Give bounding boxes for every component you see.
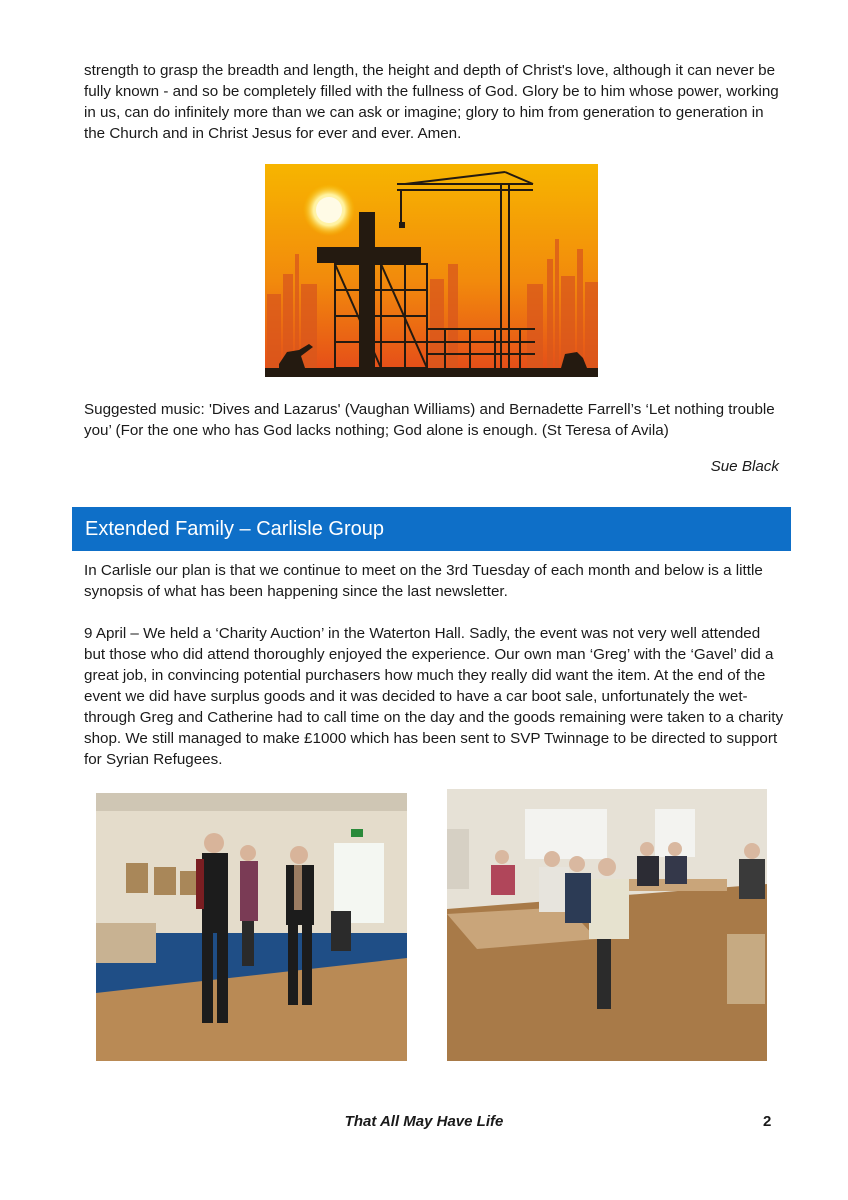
suggested-music: Suggested music: 'Dives and Lazarus' (Vaughan Williams) and Bernadette Farrell’s ‘Let nothing trouble you’ (For the one who has God lacks nothing; God alone is enough. (St Teresa of Avila) xyxy=(84,401,775,439)
intro-paragraph: In Carlisle our plan is that we continue to meet on the 3rd Tuesday of each month and below is a little synopsis of what has been happening since the last newsletter. xyxy=(84,562,763,600)
page-number: 2 xyxy=(763,1113,772,1130)
prayer-paragraph: strength to grasp the breadth and length, the height and depth of Christ's love, although it can never be fully known - and so be completely filled with the fullness of God. Glory be to him whose power, working in us, can do infinitely more than we can ask or imagine; glory to him from generation to generation in the Church and in Christ Jesus for ever and ever. Amen. xyxy=(84,62,779,142)
section-heading: Extended Family – Carlisle Group xyxy=(85,518,385,540)
section-heading-banner xyxy=(72,507,791,551)
cross-construction-illustration xyxy=(265,164,598,377)
seated-audience-photo xyxy=(447,789,767,1061)
footer-title: That All May Have Life xyxy=(344,1113,504,1130)
auction-speakers-photo xyxy=(96,793,407,1061)
auction-paragraph: 9 April – We held a ‘Charity Auction’ in the Waterton Hall. Sadly, the event was not very well attended but those who did attend thoroughly enjoyed the experience. Our own man ‘Greg’ with the ‘Gavel’ did a great job, in convincing potential purchasers how much they really did want the item. At the end of the event we did have surplus goods and it was decided to have a car boot sale, unfortunately the wet-through Greg and Catherine had to call time on the day and the goods remaining were taken to a charity shop. We still managed to make £1000 which has been sent to SVP Twinnage to be directed to support for Syrian Refugees. xyxy=(84,625,784,768)
author-signature: Sue Black xyxy=(710,458,779,475)
